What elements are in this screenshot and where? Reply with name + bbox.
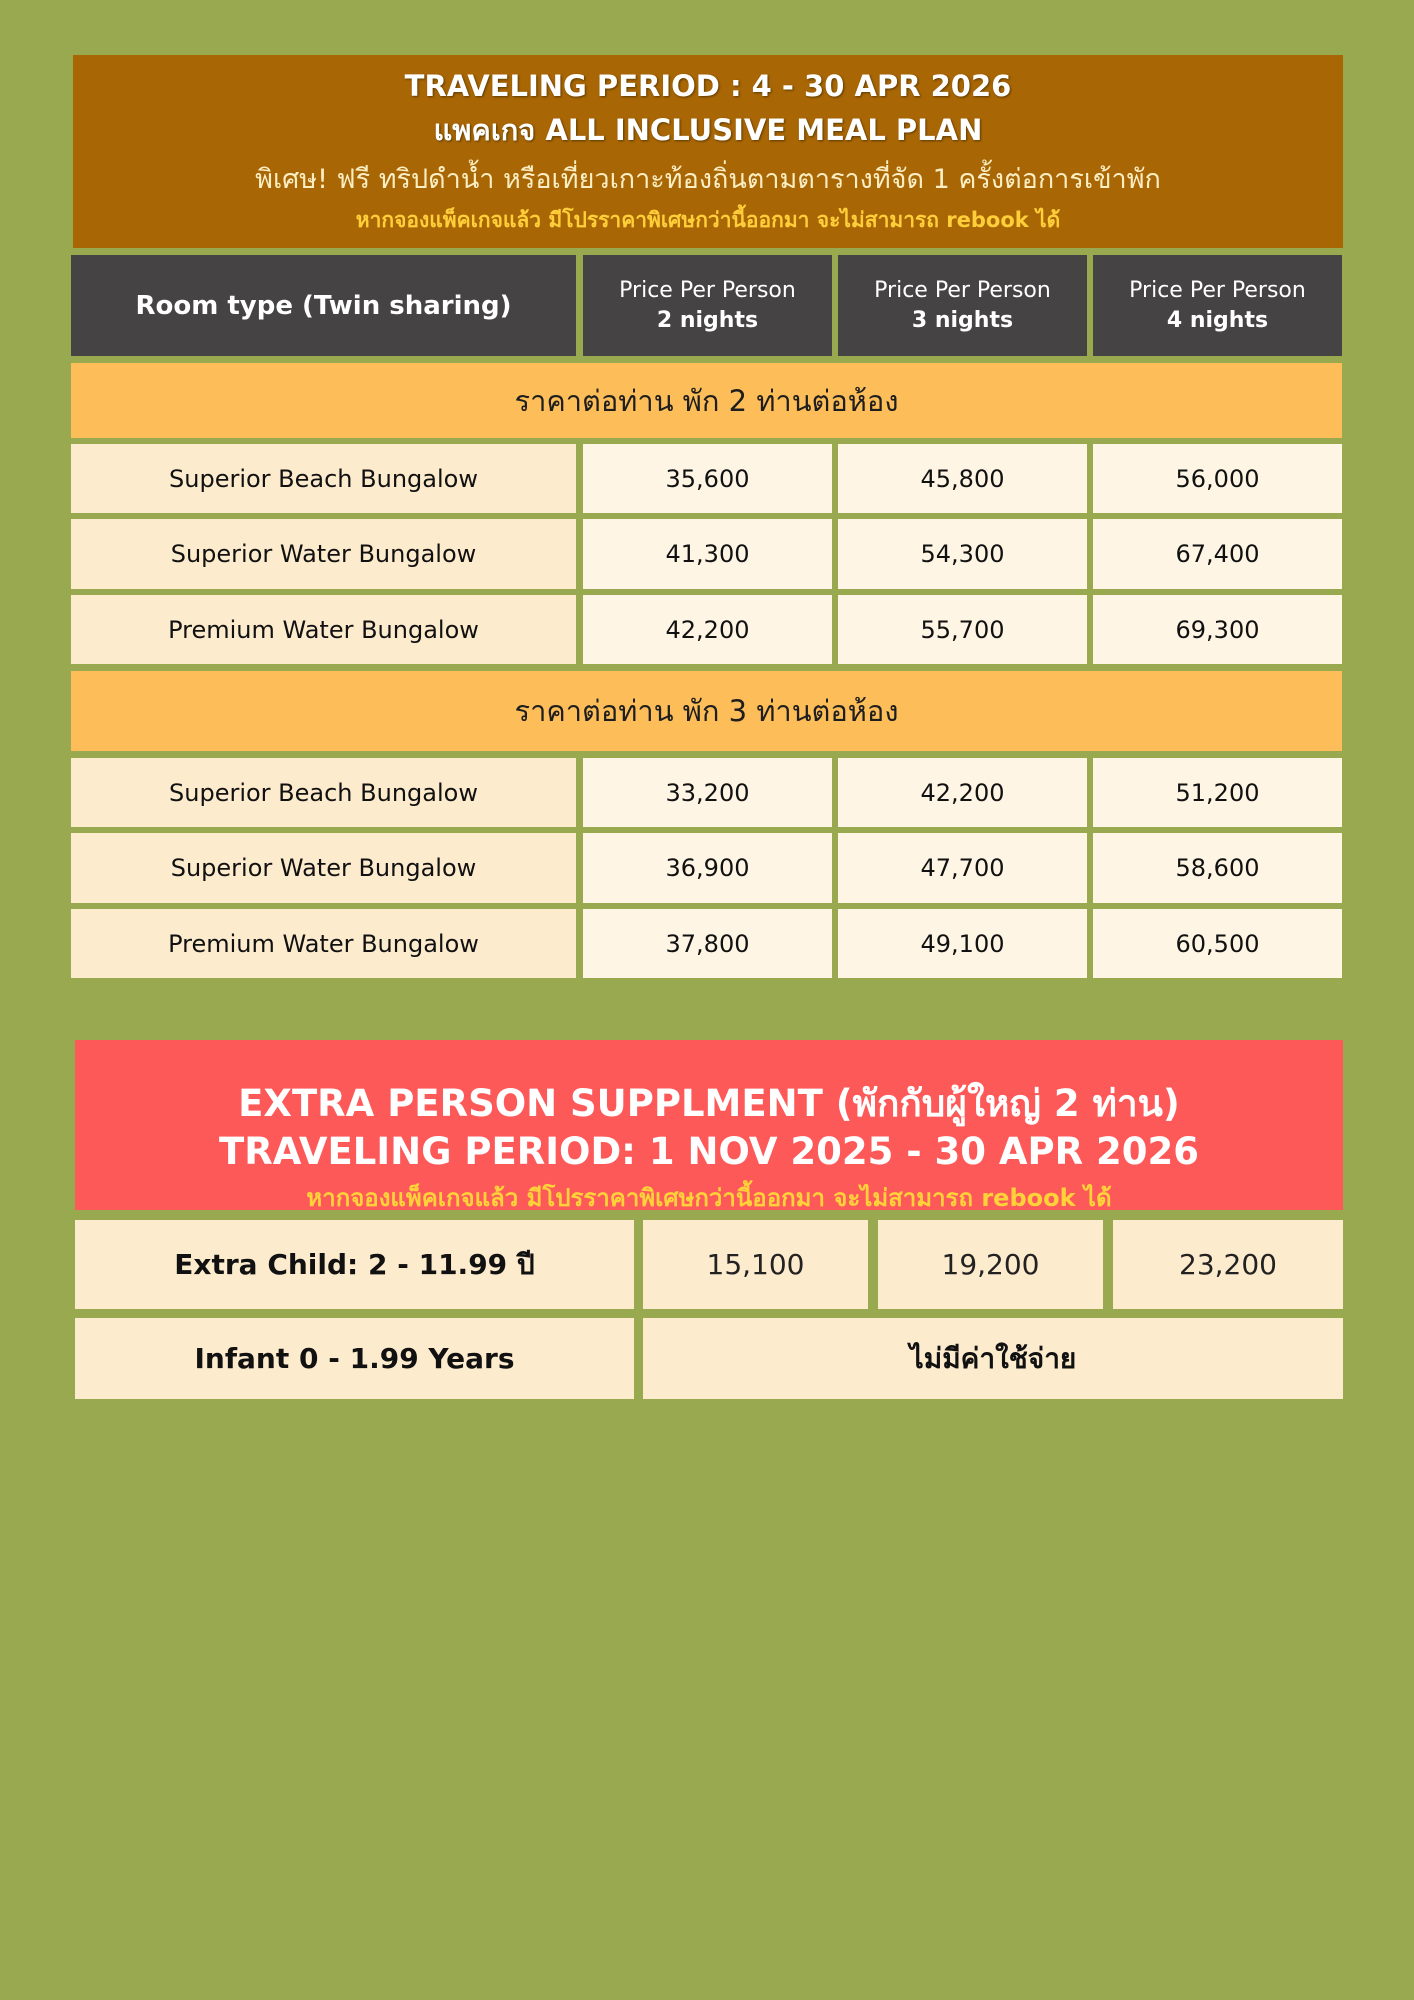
room-type-cell: Premium Water Bungalow xyxy=(71,909,576,978)
room-type-cell: Superior Beach Bungalow xyxy=(71,444,576,513)
column-header-room-type: Room type (Twin sharing) xyxy=(71,255,576,356)
header-banner xyxy=(73,55,1343,248)
price-per-person-label: Price Per Person xyxy=(874,277,1051,303)
price-cell: 37,800 xyxy=(583,909,832,978)
price-cell: 60,500 xyxy=(1093,909,1342,978)
extra-person-title: EXTRA PERSON SUPPLMENT (พักกับผู้ใหญ่ 2 ท่าน) xyxy=(238,1082,1180,1125)
column-header-4-nights xyxy=(1093,255,1342,356)
room-type-cell: Premium Water Bungalow xyxy=(71,595,576,664)
price-cell: 54,300 xyxy=(838,519,1087,589)
price-cell: 42,200 xyxy=(838,758,1087,827)
room-type-cell: Superior Water Bungalow xyxy=(71,833,576,903)
section-title-3-per-room: ราคาต่อท่าน พัก 3 ท่านต่อห้อง xyxy=(71,671,1342,751)
extra-traveling-period: TRAVELING PERIOD: 1 NOV 2025 - 30 APR 2026 xyxy=(219,1130,1199,1173)
nights-label: 3 nights xyxy=(911,307,1014,333)
price-cell: 35,600 xyxy=(583,444,832,513)
extra-child-price-2-nights: 15,100 xyxy=(643,1220,868,1309)
column-header-3-nights xyxy=(838,255,1087,356)
price-cell: 55,700 xyxy=(838,595,1087,664)
infant-free-of-charge: ไม่มีค่าใช้จ่าย xyxy=(643,1318,1343,1399)
package-title: แพคเกจ ALL INCLUSIVE MEAL PLAN xyxy=(433,113,983,147)
extra-rebook-notice: หากจองแพ็คเกจแล้ว มีโปรราคาพิเศษกว่านี้ออกมา จะไม่สามารถ rebook ได้ xyxy=(306,1184,1112,1212)
price-cell: 58,600 xyxy=(1093,833,1342,903)
column-header-2-nights xyxy=(583,255,832,356)
nights-label: 2 nights xyxy=(656,307,759,333)
room-type-cell: Superior Beach Bungalow xyxy=(71,758,576,827)
room-type-cell: Superior Water Bungalow xyxy=(71,519,576,589)
price-cell: 42,200 xyxy=(583,595,832,664)
price-cell: 51,200 xyxy=(1093,758,1342,827)
extra-child-label: Extra Child: 2 - 11.99 ปี xyxy=(75,1220,634,1309)
extra-person-banner xyxy=(75,1040,1343,1210)
price-per-person-label: Price Per Person xyxy=(1129,277,1306,303)
price-cell: 56,000 xyxy=(1093,444,1342,513)
nights-label: 4 nights xyxy=(1166,307,1269,333)
infant-label: Infant 0 - 1.99 Years xyxy=(75,1318,634,1399)
price-cell: 47,700 xyxy=(838,833,1087,903)
extra-child-price-4-nights: 23,200 xyxy=(1113,1220,1343,1309)
extra-child-price-3-nights: 19,200 xyxy=(878,1220,1103,1309)
price-cell: 45,800 xyxy=(838,444,1087,513)
section-title-2-per-room: ราคาต่อท่าน พัก 2 ท่านต่อห้อง xyxy=(71,363,1342,438)
price-cell: 49,100 xyxy=(838,909,1087,978)
rebook-notice: หากจองแพ็คเกจแล้ว มีโปรราคาพิเศษกว่านี้ออกมา จะไม่สามารถ rebook ได้ xyxy=(355,208,1061,232)
price-cell: 41,300 xyxy=(583,519,832,589)
price-cell: 67,400 xyxy=(1093,519,1342,589)
price-cell: 33,200 xyxy=(583,758,832,827)
price-per-person-label: Price Per Person xyxy=(619,277,796,303)
price-cell: 36,900 xyxy=(583,833,832,903)
special-offer-text: พิเศษ! ฟรี ทริปดำน้ำ หรือเที่ยวเกาะท้องถิ่นตามตารางที่จัด 1 ครั้งต่อการเข้าพัก xyxy=(255,164,1161,195)
traveling-period-title: TRAVELING PERIOD : 4 - 30 APR 2026 xyxy=(404,69,1012,103)
price-cell: 69,300 xyxy=(1093,595,1342,664)
